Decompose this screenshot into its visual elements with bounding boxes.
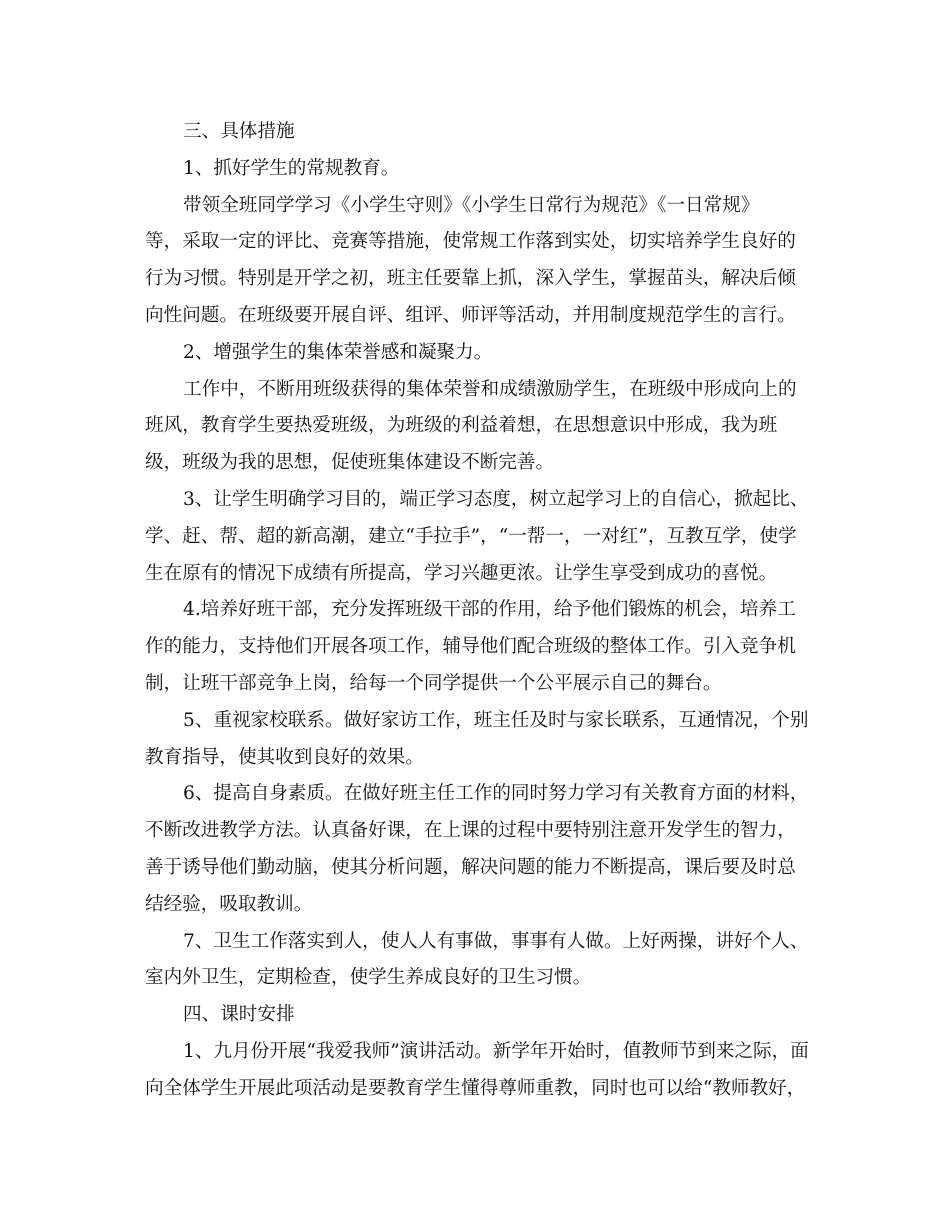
text-line: 学、赶、帮、超的新高潮，建立“手拉手”，“一帮一，一对红”，互教互学，使学 [145, 525, 797, 547]
text-line: 工作中，不断用班级获得的集体荣誉和成绩激励学生，在班级中形成向上的 [183, 378, 797, 400]
text-line: 4.培养好班干部，充分发挥班级干部的作用，给予他们锻炼的机会，培养工 [183, 599, 796, 621]
text-line: 向性问题。在班级要开展自评、组评、师评等活动，并用制度规范学生的言行。 [145, 304, 796, 326]
text-line: 作的能力，支持他们开展各项工作，辅导他们配合班级的整体工作。引入竞争机 [145, 636, 796, 658]
text-line: 带领全班同学学习《小学生守则》《小学生日常行为规范》《一日常规》 [183, 194, 760, 216]
document-body [145, 114, 810, 1108]
text-line: 不断改进教学方法。认真备好课，在上课的过程中要特别注意开发学生的智力， [145, 820, 796, 842]
text-line: 5、重视家校联系。做好家访工作，班主任及时与家长联系，互通情况，个别 [183, 709, 809, 731]
text-line: 四、课时安排 [183, 1004, 295, 1026]
text-line: 3、让学生明确学习目的，端正学习态度，树立起学习上的自信心，掀起比、 [183, 488, 809, 510]
text-line: 1、九月份开展“我爱我师”演讲活动。新学年开始时，值教师节到来之际，面 [183, 1040, 809, 1062]
text-line: 三、具体措施 [183, 121, 295, 142]
text-line: 结经验，吸取教训。 [145, 893, 313, 915]
text-line: 室内外卫生，定期检查，使学生养成良好的卫生习惯。 [145, 967, 592, 989]
text-line: 生在原有的情况下成绩有所提高，学习兴趣更浓。让学生享受到成功的喜悦。 [145, 562, 778, 584]
text-line: 善于诱导他们勤动脑，使其分析问题，解决问题的能力不断提高，课后要及时总 [145, 856, 796, 878]
text-line: 6、提高自身素质。在做好班主任工作的同时努力学习有关教育方面的材料， [183, 783, 809, 805]
text-line: 7、卫生工作落实到人，使人人有事做，事事有人做。上好两操，讲好个人、 [183, 930, 809, 952]
text-line: 级，班级为我的思想，促使班集体建设不断完善。 [145, 452, 555, 474]
text-line: 制，让班干部竞争上岗，给每一个同学提供一个公平展示自己的舞台。 [145, 672, 722, 694]
text-line: 行为习惯。特别是开学之初，班主任要靠上抓，深入学生，掌握苗头，解决后倾 [145, 268, 796, 290]
text-line: 1、抓好学生的常规教育。 [183, 157, 400, 179]
text-line: 教育指导，使其收到良好的效果。 [145, 746, 424, 768]
text-line: 等，采取一定的评比、竞赛等措施，使常规工作落到实处，切实培养学生良好的 [145, 231, 796, 253]
text-line: 班风，教育学生要热爱班级，为班级的利益着想，在思想意识中形成，我为班 [145, 415, 778, 437]
text-line: 向全体学生开展此项活动是要教育学生懂得尊师重教，同时也可以给“教师教好， [145, 1077, 806, 1099]
text-line: 2、增强学生的集体荣誉感和凝聚力。 [183, 341, 493, 363]
